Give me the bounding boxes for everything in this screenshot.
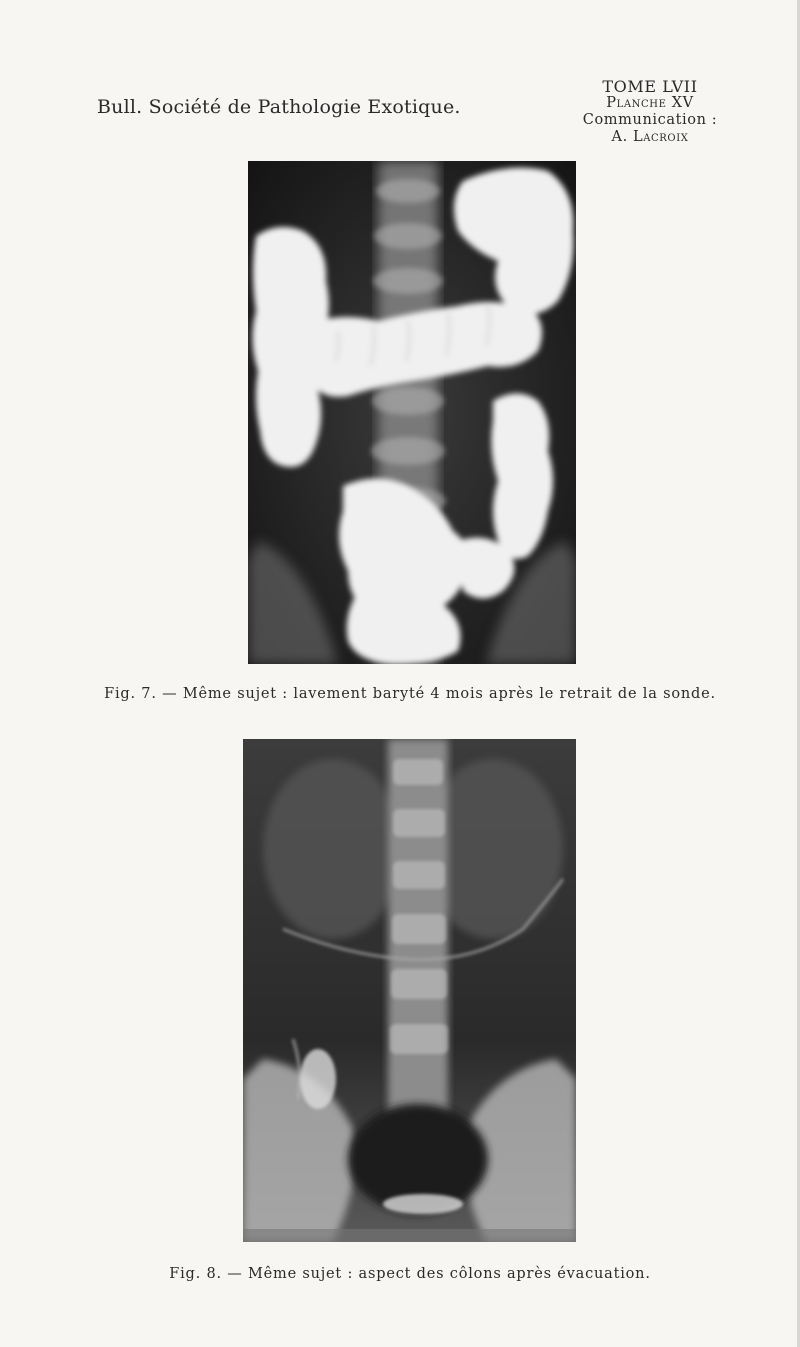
journal-title: Bull. Société de Pathologie Exotique. <box>97 96 461 118</box>
communication-label: Communication : <box>582 112 718 128</box>
tome-label: TOME LVII <box>602 77 698 96</box>
plate-info <box>570 78 730 146</box>
figure-8-xray <box>243 739 576 1242</box>
author-label: A. Lacroix <box>611 129 689 145</box>
figure-8-caption: Fig. 8. — Même sujet : aspect des côlons après évacuation. <box>169 1266 651 1282</box>
planche-label: Planche XV <box>606 95 694 111</box>
figure-7-xray <box>248 161 576 664</box>
figure-7-caption: Fig. 7. — Même sujet : lavement baryté 4 mois après le retrait de la sonde. <box>104 686 716 702</box>
